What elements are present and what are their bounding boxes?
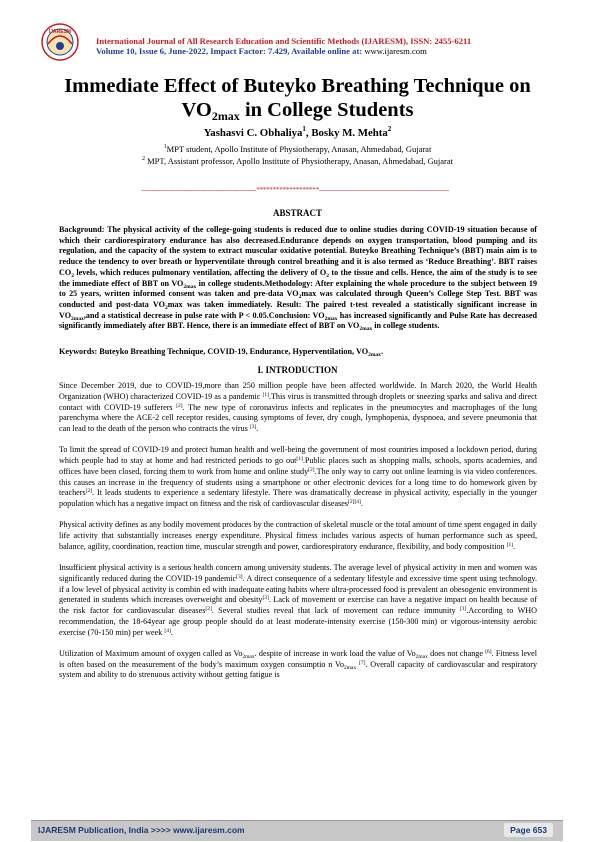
volume-line: Volume 10, Issue 6, June-2022, Impact Factor: 7.429, Available online at: www.ijaresm.com bbox=[96, 46, 427, 56]
page-footer bbox=[31, 820, 563, 841]
affiliation-2: $^2$ MPT, Assistant professor, Apollo Institute of Physiotherapy, Anasan, Ahmedabad, Gujarat bbox=[142, 156, 453, 166]
abstract-body: Background: The physical activity of the college-going students is reduced due to online studies during COVID-19 situation because of which their cardiorespiratory endurance has also decreased.Endurance depends on oxygen transportation, blood pumping and its regulation, and the capacity of the system to extract muscular oxidative potential. Buteyko Breathing Technique’s (BBT) main aim is to reduce the tendency to over breath or hyperventilate through control breathing and it is also termed as ‘Reduce Breathing’. BBT raises $CO_2$ levels, which reduces pulmonary ventilation, affecting the delivery of $O_2$ to the tissue and cells. Hence, the aim of the study is to see the immediate effect of BBT on $VO_{2max}$ in college students.Methodology: After explaining the whole procedure to the subject between 19 to 25 years, written informed consent was taken and pre-data $VO_2\max$ was calculated through Queen’s College Step Test. BBT was conducted and post-data $VO_2\max$ was taken immediately. Result: The paired t-test revealed a statistically significant increase in $VO_{2max},and$ a statistical decrease in pulse rate with P < 0.05.Conclusion: $VO_{2max}$ has increased significantly and Pulse Rate has decreased significantly immediately after BBT. Hence, there is an immediate effect of BBT on $VO_{2max}$ in college students. bbox=[59, 225, 538, 333]
paper-title: Immediate Effect of Buteyko Breathing Technique on $VO_{2max}$ in College Students bbox=[64, 75, 531, 123]
page-number: Page 653 bbox=[504, 823, 553, 837]
paragraph-5: Utilization of Maximum amount of oxygen called as $Vo_{2max}$. despite of increase in work load the value of $Vo_{2max}$ does not change [6]. Fitness level is often based on the measurement of the body’s maximum oxygen consumptio n $Vo_{2max}$ [7]. Overall capacity of cardiovascular and respiratory system and ability to do strenuous activity without getting fatigue is bbox=[59, 648, 538, 680]
paragraph-3: Physical activity defines as any bodily movement produces by the contraction of skeletal muscle or the total amount of time spent engaged in daily life activity that substantially increases energy expenditure. Physical fitness includes various aspects of human performance such as speed, balance, agility, coordination, reaction time, muscular strength and power, cardiorespiratory endurance, flexibility, and body composition [1]. bbox=[59, 520, 537, 551]
journal-url[interactable]: www.ijaresm.com bbox=[364, 46, 427, 56]
author-2: Bosky M. Mehta bbox=[311, 127, 388, 139]
footer-publisher: IJARESM Publication, India >>>> www.ijaresm.com bbox=[38, 825, 245, 835]
introduction-body bbox=[59, 381, 537, 692]
author-list: Yashasvi C. Obhaliya$^1$, Bosky M. Mehta$^2$ bbox=[203, 125, 392, 139]
paragraph-1: Since December 2019, due to COVID-19,more than 250 million people have been affected worldwide. In March 2020, the World Health Organization (WHO) characterized COVID-19 as a pandemic [1].This virus is transmitted through droplets or sneezing sparks and saliva and direct contact with COVID-19 sufferers [2]. The new type of coronavirus infects and replicates in the pneumocytes and macrophages of the lung parenchyma where the ACE-2 cell receptor resides, causing symptoms of fever, dry cough, lymphopenia, dyspnoea, and severe pneumonia that can lead to the death of the person who contracts the virus [3]. bbox=[59, 381, 537, 433]
author-1: Yashasvi C. Obhaliya bbox=[203, 127, 303, 139]
journal-name-line: International Journal of All Research Education and Scientific Methods (IJARESM), ISSN: 2455-6211 bbox=[96, 36, 472, 46]
paragraph-4: Insufficient physical activity is a serious health concern among university students. The average level of physical activity in men and women was significantly reduced during the COVID-19 pandemic[3]. A direct consequence of a sedentary lifestyle and excessive time spent using technology. if a low level of physical activity is combin ed with inadequate eating habits where ultra-processed food is prevalent an obesogenic environment is generated in students which increases overweight and obesity[3]. Lack of movement or exercise can have a negative impact on health because of the risk factor for cardiovascular diseases[2]. Several studies reveal that lack of movement can reduce immunity [1].According to WHO recommendation, the 18-64year age group people should do at least moderate-intensity exercise (150-300 min) or vigorous-intensity aerobic exercise (70-150 min) per week [4]. bbox=[59, 563, 537, 637]
abstract-heading: ABSTRACT bbox=[272, 208, 322, 218]
section-divider: ------------------------------------------------------*******************------------------------------------------------------------- bbox=[141, 186, 449, 194]
svg-text:IJARESM: IJARESM bbox=[48, 29, 72, 35]
paragraph-2: To limit the spread of COVID-19 and protect human health and well-being the government of most countries imposed a lockdown period, during which people had to stay at home and had restricted periods to go out[1].Public places such as shopping malls, schools, sports academies, and offices have been closed, forcing them to work from home and online study[2].The only way to carry out online learning is via video conferences. this causes an increase in the frequency of students using a smartphone or other electronic devices for a long time to do homework given by teachers[2]. It leads students to experience a sedentary lifestyle. There was dramatically decrease in physical activity, especially in the younger population which has a negative impact on fitness and the risk of cardiovascular diseases[2][4]. bbox=[59, 445, 538, 508]
introduction-heading: I. INTRODUCTION bbox=[257, 365, 338, 375]
affiliation-1: $^1$MPT student, Apollo Institute of Physiotherapy, Anasan, Ahmedabad, Gujarat bbox=[163, 144, 432, 154]
journal-logo bbox=[34, 22, 88, 62]
journal-info bbox=[96, 36, 471, 56]
journal-header bbox=[34, 22, 564, 62]
keywords: Keywords: Buteyko Breathing Technique, COVID-19, Endurance, Hyperventilation, $VO_{2max}$. bbox=[59, 347, 383, 358]
